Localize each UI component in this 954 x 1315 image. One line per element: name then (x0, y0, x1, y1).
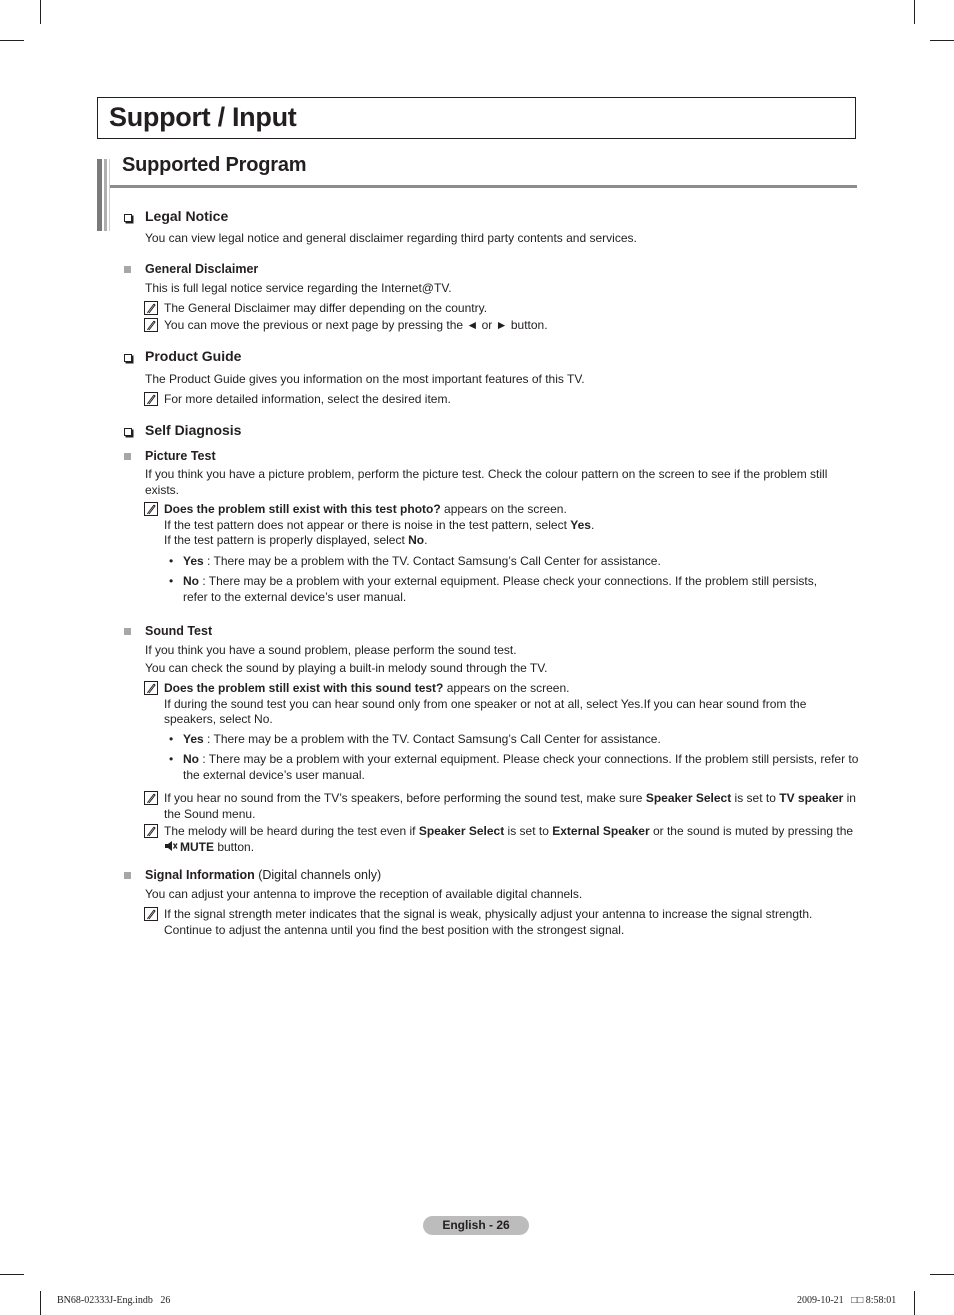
crop-mark (930, 40, 954, 41)
picture-test-text: If you think you have a picture problem, perform the picture test. Check the colour pattern on the screen to see if the problem still exists. (145, 467, 828, 497)
signal-information-text: You can adjust your antenna to improve the reception of available digital channels. (145, 887, 583, 901)
sound-test-no-text: : There may be a problem with your external equipment. Please check your connections. If the problem still persists, refer to the external device’s user manual. (183, 752, 859, 782)
checkbox-square-icon (124, 354, 132, 362)
picture-test-line-3-end: . (424, 533, 428, 547)
sound-test-text-2: You can check the sound by playing a built-in melody sound through the TV. (145, 661, 548, 675)
general-disclaimer-heading: General Disclaimer (145, 262, 259, 276)
picture-test-no-label: No (183, 574, 199, 588)
picture-test-yes (183, 554, 853, 570)
crop-mark (40, 0, 41, 24)
sound-test-yes-label: Yes (183, 732, 204, 746)
sound-test-note-rest: appears on the screen. (443, 681, 570, 695)
page-number-badge: English - 26 (423, 1216, 529, 1235)
gray-square-icon (124, 628, 131, 635)
product-guide-text: The Product Guide gives you information on the most important features of this TV. (145, 372, 585, 386)
sound-test-note-2 (164, 791, 864, 822)
picture-test-no-text: : There may be a problem with your external equipment. Please check your connections. If the problem still persists, refer to the external device’s user manual. (183, 574, 818, 604)
crop-mark (0, 40, 24, 41)
picture-test-line-3: If the test pattern is properly displayed, select (164, 533, 409, 547)
file-name-slug: BN68-02333J-Eng.indb 26 (57, 1295, 171, 1306)
sound-test-note-bold: Does the problem still exist with this sound test? (164, 681, 444, 695)
sound-test-note-3-c: is set to (504, 824, 553, 838)
product-guide-note: For more detailed information, select the desired item. (164, 392, 451, 406)
timestamp-slug: 2009-10-21 □□ 8:58:01 (797, 1295, 897, 1306)
note-pencil-icon (144, 791, 158, 805)
bullet-dot: • (169, 554, 174, 568)
note-pencil-icon (144, 824, 158, 838)
bullet-dot: • (169, 752, 174, 766)
picture-test-heading: Picture Test (145, 449, 216, 463)
bullet-dot: • (169, 574, 174, 588)
sound-test-note-line-2: If during the sound test you can hear sound only from one speaker or not at all, select Yes.If you can hear sound from the speakers, select No. (164, 696, 807, 726)
sound-test-no-label: No (183, 752, 199, 766)
crop-mark (914, 0, 915, 24)
checkbox-square-icon (124, 214, 132, 222)
picture-test-no (183, 574, 843, 605)
sound-test-note-3 (164, 824, 854, 855)
picture-test-yes-label: Yes (183, 554, 204, 568)
note-pencil-icon (144, 907, 158, 921)
gray-square-icon (124, 872, 131, 879)
general-disclaimer-note-1: The General Disclaimer may differ depending on the country. (164, 301, 488, 315)
sound-test-note-2-a: If you hear no sound from the TV’s speakers, before performing the sound test, make sure (164, 791, 646, 805)
page-title: Support / Input (109, 102, 297, 132)
sound-test-yes (183, 732, 853, 748)
bullet-dot: • (169, 732, 174, 746)
crop-mark (914, 1291, 915, 1315)
page-title-box (97, 97, 856, 139)
mute-icon (164, 840, 178, 852)
note-pencil-icon (144, 681, 158, 695)
signal-information-heading (145, 868, 381, 884)
picture-test-line-2: If the test pattern does not appear or there is noise in the test pattern, select (164, 517, 571, 532)
signal-information-note: If the signal strength meter indicates that the signal is weak, physically adjust your antenna to increase the signal strength. Continue to adjust the antenna until you find the best position with the strongest signal. (164, 907, 813, 937)
note-pencil-icon (144, 392, 158, 406)
sound-test-note-3-a: The melody will be heard during the test even if (164, 824, 419, 838)
sound-test-note-2-speaker-select: Speaker Select (645, 791, 732, 805)
picture-test-yes-text: : There may be a problem with the TV. Contact Samsung’s Call Center for assistance. (203, 554, 661, 568)
sound-test-no (183, 752, 863, 783)
sound-test-note-3-g: button. (214, 839, 255, 854)
general-disclaimer-note-2: You can move the previous or next page by pressing the ◄ or ► button. (164, 318, 548, 332)
section-rule (110, 185, 857, 188)
sound-test-note-3-mute: MUTE (180, 839, 214, 854)
note-pencil-icon (144, 301, 158, 315)
sound-test-note-2-c: is set to (731, 791, 780, 805)
sound-test-note-2-e: in the Sound menu. (164, 791, 856, 821)
picture-test-note (164, 502, 854, 549)
sound-test-yes-text: : There may be a problem with the TV. Contact Samsung’s Call Center for assistance. (203, 732, 661, 746)
picture-test-line-2-end: . (590, 517, 595, 532)
picture-test-line-2-yes: Yes (570, 517, 591, 532)
legal-notice-text: You can view legal notice and general disclaimer regarding third party contents and services. (145, 231, 637, 245)
crop-mark (40, 1291, 41, 1315)
gray-square-icon (124, 453, 131, 460)
sound-test-note-2-tv-speaker: TV speaker (779, 791, 844, 805)
note-pencil-icon (144, 502, 158, 516)
self-diagnosis-heading: Self Diagnosis (145, 422, 242, 438)
product-guide-heading: Product Guide (145, 348, 242, 364)
picture-test-note-bold: Does the problem still exist with this test photo? (164, 502, 441, 516)
sound-test-heading: Sound Test (145, 624, 213, 638)
note-pencil-icon (144, 318, 158, 332)
checkbox-square-icon (124, 428, 132, 436)
crop-mark (930, 1274, 954, 1275)
general-disclaimer-text: This is full legal notice service regarding the Internet@TV. (145, 281, 452, 295)
legal-notice-heading: Legal Notice (145, 208, 229, 224)
sound-test-note-3-speaker-select: Speaker Select (418, 824, 505, 838)
sound-test-note-3-e: or the sound is muted by pressing the (649, 824, 854, 838)
sound-test-text-1: If you think you have a sound problem, please perform the sound test. (145, 643, 517, 657)
signal-information-heading-bold: Signal Information (145, 868, 255, 882)
crop-mark (0, 1274, 24, 1275)
section-title: Supported Program (122, 154, 307, 176)
sound-test-note (164, 681, 844, 728)
signal-information-heading-suffix: (Digital channels only) (254, 868, 382, 882)
section-side-bars (97, 159, 111, 231)
picture-test-line-3-no: No (408, 533, 425, 547)
sound-test-note-3-external-speaker: External Speaker (552, 824, 650, 838)
picture-test-note-rest: appears on the screen. (440, 502, 567, 516)
gray-square-icon (124, 266, 131, 273)
